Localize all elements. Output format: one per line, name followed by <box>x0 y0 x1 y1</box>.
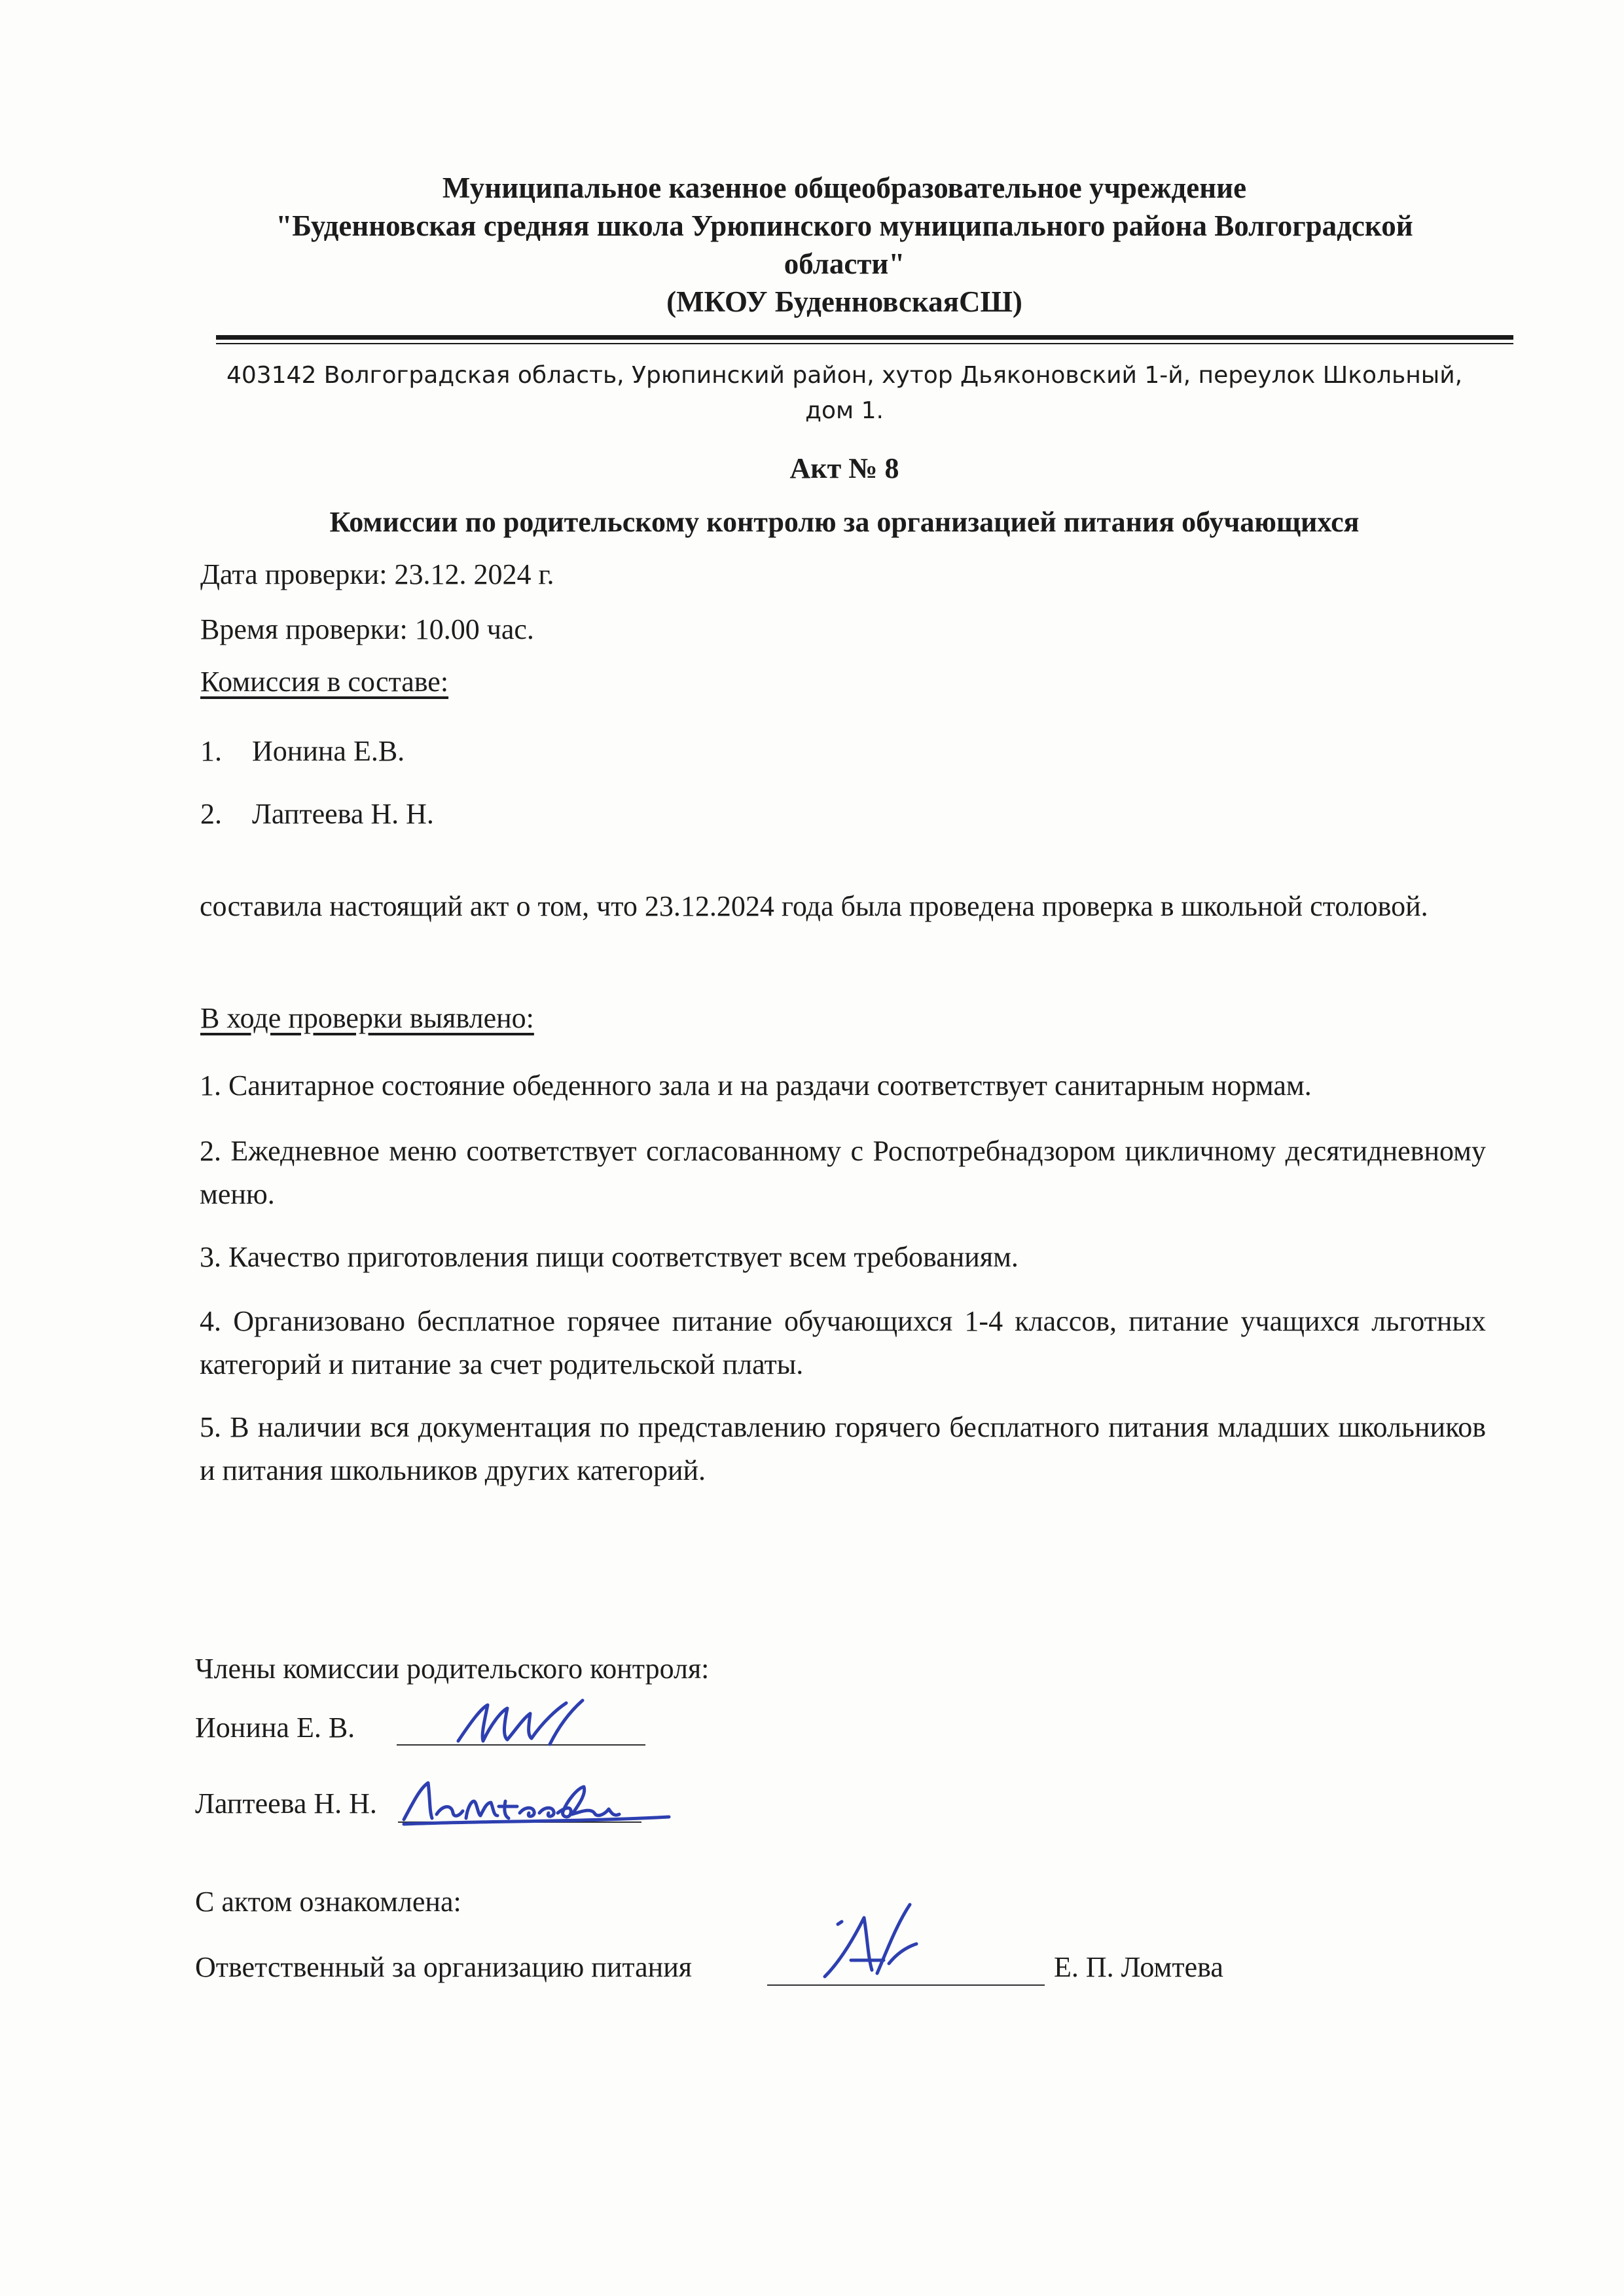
commission-label: Комиссия в составе: <box>200 666 449 698</box>
header-divider-thick <box>216 335 1513 340</box>
member-name: Лаптеева Н. Н. <box>252 798 434 830</box>
address-line2: дом 1. <box>805 397 884 424</box>
act-subtitle: Комиссии по родительскому контролю за организацией питания обучающихся <box>329 506 1360 538</box>
inspection-time: Время проверки: 10.00 час. <box>200 613 534 645</box>
acquainted-label: С актом ознакомлена: <box>195 1886 461 1918</box>
members-signature-label: Члены комиссии родительского контроля: <box>195 1653 710 1685</box>
org-name-line3: области" <box>784 247 905 280</box>
finding-item: 5. В наличии вся документация по представлению горячего бесплатного питания младших школьников и питания школьников других категорий. <box>200 1411 1486 1486</box>
member-name: Ионина Е.В. <box>252 735 405 767</box>
finding-item: 1. Санитарное состояние обеденного зала и на раздачи соответствует санитарным нормам. <box>200 1069 1312 1102</box>
inspection-date: Дата проверки: 23.12. 2024 г. <box>200 558 554 590</box>
address-line1: 403142 Волгоградская область, Урюпинский район, хутор Дьяконовский 1-й, переулок Школьный, <box>226 362 1463 389</box>
member-item <box>200 734 405 768</box>
responsible-signature-icon <box>812 1898 943 1996</box>
member2-signature-icon <box>401 1775 676 1827</box>
finding-item: 3. Качество приготовления пищи соответствует всем требованиям. <box>200 1241 1019 1273</box>
header-divider-thin <box>216 343 1513 344</box>
statement-paragraph: составила настоящий акт о том, что 23.12.2024 года была проведена проверка в школьной столовой. <box>200 890 1428 922</box>
act-title: Акт № 8 <box>789 452 899 484</box>
member2-signature-name: Лаптеева Н. Н. <box>195 1787 377 1820</box>
member-number: 2. <box>200 798 222 830</box>
org-name-line2: "Буденновская средняя школа Урюпинского муниципального района Волгоградской <box>276 209 1413 242</box>
responsible-name: Е. П. Ломтева <box>1054 1951 1223 1983</box>
member1-signature-name: Ионина Е. В. <box>195 1712 355 1744</box>
member-item <box>200 797 434 831</box>
finding-item: 4. Организовано бесплатное горячее питание обучающихся 1-4 классов, питание учащихся льготных категорий и питание за счет родительской платы. <box>200 1305 1486 1380</box>
org-abbreviation: (МКОУ БуденновскаяСШ) <box>666 285 1022 318</box>
findings-label: В ходе проверки выявлено: <box>200 1002 534 1034</box>
member-number: 1. <box>200 735 222 767</box>
responsible-label: Ответственный за организацию питания <box>195 1951 692 1983</box>
org-name-line1: Муниципальное казенное общеобразовательное учреждение <box>442 171 1247 204</box>
member1-signature-icon <box>452 1695 596 1754</box>
finding-item: 2. Ежедневное меню соответствует согласованному с Роспотребнадзором цикличному десятидневному меню. <box>200 1135 1486 1210</box>
